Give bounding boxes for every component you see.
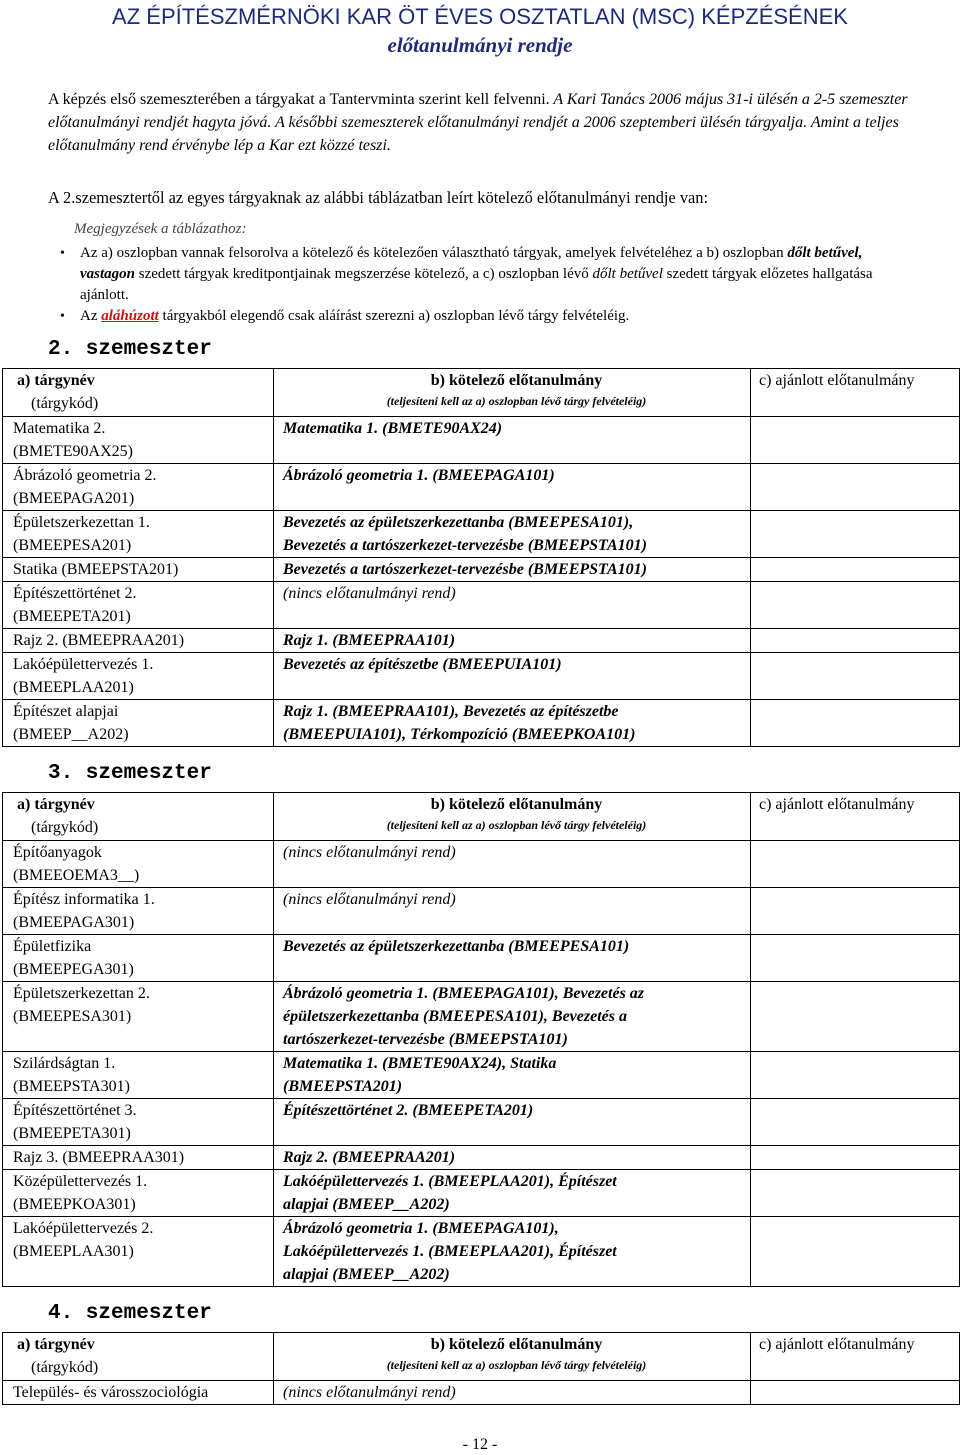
table-row xyxy=(3,1052,960,1099)
recommended-prerequisite xyxy=(751,629,960,653)
table-row xyxy=(3,1146,960,1170)
table-row xyxy=(3,1217,960,1287)
table-row xyxy=(3,464,960,511)
subject-name: Szilárdságtan 1. (BMEEPSTA301) xyxy=(3,1052,274,1099)
lead-sentence: A 2.szemesztertől az egyes tárgyaknak az alábbi táblázatban leírt kötelező előtanulmányi rendje van: xyxy=(48,188,709,207)
table-row xyxy=(3,1170,960,1217)
subject-name: Rajz 2. (BMEEPRAA201) xyxy=(3,629,274,653)
recommended-prerequisite xyxy=(751,935,960,982)
table-header-row xyxy=(3,369,960,417)
table-row xyxy=(3,935,960,982)
subject-name: Építészettörténet 3. (BMEEPETA301) xyxy=(3,1099,274,1146)
subject-name: Lakóépülettervezés 2. (BMEEPLAA301) xyxy=(3,1217,274,1287)
required-prerequisite: (nincs előtanulmányi rend) xyxy=(274,888,751,935)
recommended-prerequisite xyxy=(751,982,960,1052)
title-line-2: előtanulmányi rendje xyxy=(387,33,573,57)
table-row xyxy=(3,417,960,464)
recommended-prerequisite xyxy=(751,464,960,511)
table-row xyxy=(3,629,960,653)
notes-heading: Megjegyzések a táblázathoz: xyxy=(74,221,247,237)
required-prerequisite: Bevezetés az épületszerkezettanba (BMEEPESA101), Bevezetés a tartószerkezet-tervezésbe (BMEEPSTA101) xyxy=(274,511,751,558)
recommended-prerequisite xyxy=(751,417,960,464)
header-col-c: c) ajánlott előtanulmány xyxy=(751,793,960,841)
table-row xyxy=(3,1099,960,1146)
table-row xyxy=(3,888,960,935)
subject-name: Építészet alapjai (BMEEP__A202) xyxy=(3,700,274,747)
table-row xyxy=(3,1381,960,1405)
table-row xyxy=(3,582,960,629)
subject-name: Építészettörténet 2. (BMEEPETA201) xyxy=(3,582,274,629)
intro-part-2: A Kari Tanács 2006 május 31-i ülésén a 2-5 szemeszter előtanulmányi rendjét hagyta jóvá. A későbbi szemeszterek előtanulmányi rendjét a 2006 szeptemberi ülésén tárgyalja. Amint a teljes előtanulmány rend érvénybe lép a Kar ezt közzé teszi. xyxy=(48,91,908,154)
recommended-prerequisite xyxy=(751,1170,960,1217)
recommended-prerequisite xyxy=(751,1052,960,1099)
intro-paragraph xyxy=(48,88,934,157)
header-col-a xyxy=(3,369,274,417)
semester-2-table xyxy=(2,368,960,747)
subject-name: Matematika 2. (BMETE90AX25) xyxy=(3,417,274,464)
note-1-text-2: szedett tárgyak kreditpontjainak megszerzése kötelező, a c) oszlopban lévő xyxy=(135,266,593,282)
required-prerequisite: Matematika 1. (BMETE90AX24), Statika (BMEEPSTA201) xyxy=(274,1052,751,1099)
header-col-a-sub: (tárgykód) xyxy=(31,395,99,412)
subject-name: Település- és városszociológia xyxy=(3,1381,274,1405)
subject-name: Építész informatika 1. (BMEEPAGA301) xyxy=(3,888,274,935)
header-col-b xyxy=(274,793,751,841)
note-1-text-3: szedett tárgyak előzetes hallgatása ajánlott. xyxy=(80,266,873,303)
recommended-prerequisite xyxy=(751,558,960,582)
semester-2-heading: 2. szemeszter xyxy=(48,338,212,361)
document-title xyxy=(0,3,960,59)
header-col-b-label: b) kötelező előtanulmány xyxy=(430,372,603,389)
semester-3-heading: 3. szemeszter xyxy=(48,762,212,785)
subject-name: Rajz 3. (BMEEPRAA301) xyxy=(3,1146,274,1170)
required-prerequisite: Ábrázoló geometria 1. (BMEEPAGA101), Lakóépülettervezés 1. (BMEEPLAA201), Építészet alapjai (BMEEP__A202) xyxy=(274,1217,751,1287)
subject-name: Épületszerkezettan 2. (BMEEPESA301) xyxy=(3,982,274,1052)
header-col-b xyxy=(274,369,751,417)
subject-name: Építőanyagok (BMEEOEMA3__) xyxy=(3,841,274,888)
subject-name: Statika (BMEEPSTA201) xyxy=(3,558,274,582)
recommended-prerequisite xyxy=(751,1381,960,1405)
table-row xyxy=(3,558,960,582)
recommended-prerequisite xyxy=(751,653,960,700)
required-prerequisite: Rajz 1. (BMEEPRAA101) xyxy=(274,629,751,653)
semester-4-table xyxy=(2,1332,960,1405)
table-header-row xyxy=(3,1333,960,1381)
header-col-b xyxy=(274,1333,751,1381)
header-col-c: c) ajánlott előtanulmány xyxy=(751,1333,960,1381)
header-col-a-sub: (tárgykód) xyxy=(31,1359,99,1376)
required-prerequisite: (nincs előtanulmányi rend) xyxy=(274,582,751,629)
subject-name: Lakóépülettervezés 1. (BMEEPLAA201) xyxy=(3,653,274,700)
table-row xyxy=(3,982,960,1052)
required-prerequisite: Matematika 1. (BMETE90AX24) xyxy=(274,417,751,464)
required-prerequisite: (nincs előtanulmányi rend) xyxy=(274,1381,751,1405)
semester-3-table xyxy=(2,792,960,1287)
required-prerequisite: Bevezetés az épületszerkezettanba (BMEEPESA101) xyxy=(274,935,751,982)
note-item-2 xyxy=(60,306,920,327)
header-col-a-sub: (tárgykód) xyxy=(31,819,99,836)
note-2-text: Az xyxy=(80,308,102,324)
header-col-a-label: a) tárgynév xyxy=(17,796,95,813)
required-prerequisite: (nincs előtanulmányi rend) xyxy=(274,841,751,888)
subject-name: Ábrázoló geometria 2. (BMEEPAGA201) xyxy=(3,464,274,511)
notes-list xyxy=(60,243,920,327)
required-prerequisite: Bevezetés az építészetbe (BMEEPUIA101) xyxy=(274,653,751,700)
header-col-b-sub: (teljesíteni kell az a) oszlopban lévő tárgy felvételéig) xyxy=(386,1358,647,1372)
table-row xyxy=(3,653,960,700)
table-header-row xyxy=(3,793,960,841)
required-prerequisite: Lakóépülettervezés 1. (BMEEPLAA201), Építészet alapjai (BMEEP__A202) xyxy=(274,1170,751,1217)
subject-name: Épületszerkezettan 1. (BMEEPESA201) xyxy=(3,511,274,558)
recommended-prerequisite xyxy=(751,1217,960,1287)
recommended-prerequisite xyxy=(751,841,960,888)
table-row xyxy=(3,700,960,747)
note-1-bold-italic: dőlt betűvel, vastagon xyxy=(80,245,863,282)
subject-name: Épületfizika (BMEEPEGA301) xyxy=(3,935,274,982)
note-item-1 xyxy=(60,243,920,306)
header-col-b-label: b) kötelező előtanulmány xyxy=(430,1336,603,1353)
header-col-c: c) ajánlott előtanulmány xyxy=(751,369,960,417)
page-number: - 12 - xyxy=(462,1436,498,1453)
title-line-1: AZ ÉPÍTÉSZMÉRNÖKI KAR ÖT ÉVES OSZTATLAN (MSC) KÉPZÉSÉNEK xyxy=(112,4,848,29)
header-col-a-label: a) tárgynév xyxy=(17,372,95,389)
header-col-a-label: a) tárgynév xyxy=(17,1336,95,1353)
table-row xyxy=(3,511,960,558)
intro-part-1: A képzés első szemeszterében a tárgyakat a Tantervminta szerint kell felvenni. xyxy=(48,91,550,108)
required-prerequisite: Rajz 1. (BMEEPRAA101), Bevezetés az építészetbe (BMEEPUIA101), Térkompozíció (BMEEPKOA101) xyxy=(274,700,751,747)
note-1-italic: dőlt betűvel xyxy=(592,266,663,282)
header-col-b-label: b) kötelező előtanulmány xyxy=(430,796,603,813)
semester-4-heading: 4. szemeszter xyxy=(48,1302,212,1325)
required-prerequisite: Bevezetés a tartószerkezet-tervezésbe (BMEEPSTA101) xyxy=(274,558,751,582)
note-1-text: Az a) oszlopban vannak felsorolva a kötelező és kötelezően választható tárgyak, amelyek felvételéhez a b) oszlopban xyxy=(80,245,788,261)
note-2-text-2: tárgyakból elegendő csak aláírást szerezni a) oszlopban lévő tárgy felvételéig. xyxy=(158,308,630,324)
recommended-prerequisite xyxy=(751,700,960,747)
recommended-prerequisite xyxy=(751,511,960,558)
table-row xyxy=(3,841,960,888)
header-col-b-sub: (teljesíteni kell az a) oszlopban lévő tárgy felvételéig) xyxy=(386,394,647,408)
required-prerequisite: Rajz 2. (BMEEPRAA201) xyxy=(274,1146,751,1170)
recommended-prerequisite xyxy=(751,582,960,629)
recommended-prerequisite xyxy=(751,888,960,935)
header-col-a xyxy=(3,793,274,841)
header-col-b-sub: (teljesíteni kell az a) oszlopban lévő tárgy felvételéig) xyxy=(386,818,647,832)
header-col-a xyxy=(3,1333,274,1381)
note-2-underlined: aláhúzott xyxy=(101,308,159,324)
recommended-prerequisite xyxy=(751,1146,960,1170)
required-prerequisite: Ábrázoló geometria 1. (BMEEPAGA101) xyxy=(274,464,751,511)
subject-name: Középülettervezés 1. (BMEEPKOA301) xyxy=(3,1170,274,1217)
recommended-prerequisite xyxy=(751,1099,960,1146)
required-prerequisite: Építészettörténet 2. (BMEEPETA201) xyxy=(274,1099,751,1146)
required-prerequisite: Ábrázoló geometria 1. (BMEEPAGA101), Bevezetés az épületszerkezettanba (BMEEPESA101), Bevezetés a tartószerkezet-tervezésbe (BMEEPSTA101) xyxy=(274,982,751,1052)
